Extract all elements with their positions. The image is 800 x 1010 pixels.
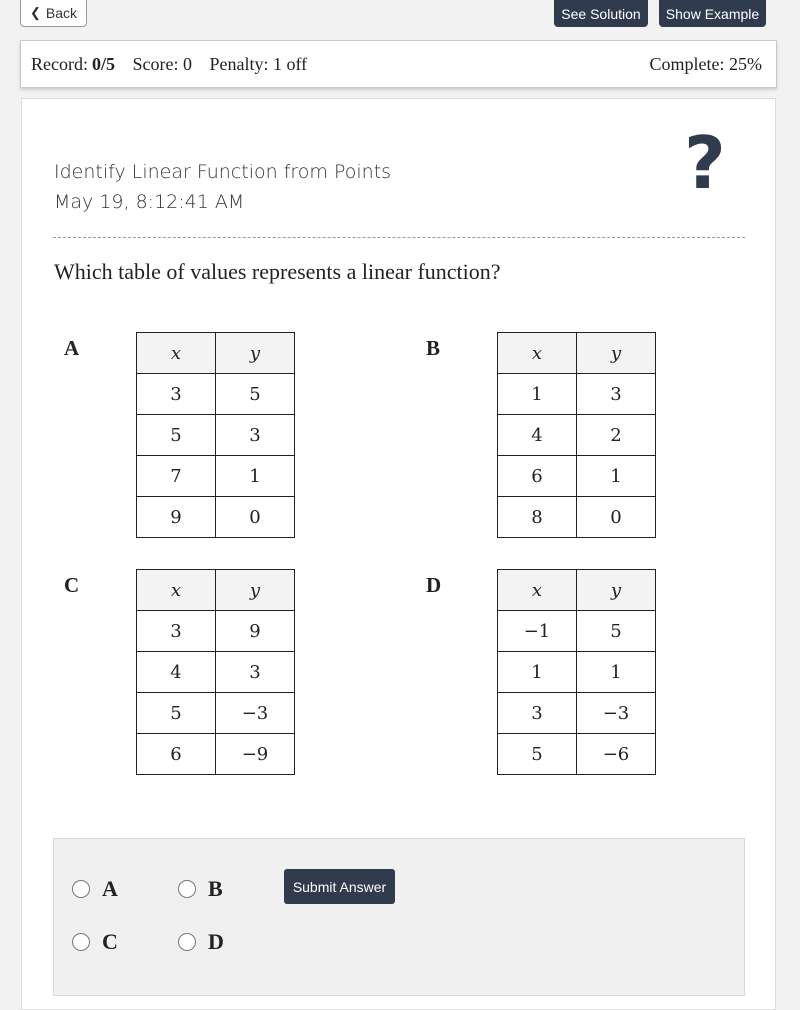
header-x: x	[137, 570, 216, 611]
back-button[interactable]	[20, 0, 87, 27]
cell-y: 0	[577, 497, 656, 538]
cell-y: 5	[577, 611, 656, 652]
cell-y: −3	[577, 693, 656, 734]
cell-y: −9	[216, 734, 295, 775]
choice-c[interactable]	[72, 929, 118, 955]
question-mark-icon[interactable]: ?	[684, 121, 726, 205]
choice-d-label: D	[208, 929, 224, 954]
option-letter-b: B	[426, 336, 441, 360]
header-x: x	[137, 333, 216, 374]
cell-y: −6	[577, 734, 656, 775]
record-value: 0/5	[91, 54, 115, 74]
back-label: Back	[45, 5, 78, 21]
score: Score: 0	[132, 54, 192, 74]
table-row	[137, 652, 295, 693]
option-letter-c: C	[64, 573, 80, 597]
table-row	[137, 611, 295, 652]
table-row	[137, 693, 295, 734]
values-table-b	[497, 332, 656, 538]
chevron-left-icon: ❮	[29, 5, 41, 20]
header-y: y	[577, 333, 656, 374]
table-row	[498, 497, 656, 538]
cell-y: 1	[216, 456, 295, 497]
choice-a-label: A	[102, 876, 118, 901]
radio-d[interactable]	[178, 933, 196, 951]
cell-y: 3	[216, 415, 295, 456]
option-letter-a: A	[64, 336, 80, 360]
cell-y: 5	[216, 374, 295, 415]
cell-x: 6	[137, 734, 216, 775]
header-y: y	[577, 570, 656, 611]
table-row	[498, 693, 656, 734]
cell-x: 6	[498, 456, 577, 497]
cell-x: 4	[498, 415, 577, 456]
cell-x: 1	[498, 374, 577, 415]
status-bar	[20, 40, 777, 88]
cell-x: 9	[137, 497, 216, 538]
choice-b[interactable]	[178, 876, 223, 902]
table-header	[137, 570, 295, 611]
cell-x: 3	[498, 693, 577, 734]
problem-timestamp: May 19, 8:12:41 AM	[54, 191, 245, 213]
problem-header	[54, 157, 391, 217]
cell-y: 2	[577, 415, 656, 456]
submit-answer-button[interactable]: Submit Answer	[284, 869, 395, 904]
values-table-a	[136, 332, 295, 538]
cell-x: 4	[137, 652, 216, 693]
cell-x: 1	[498, 652, 577, 693]
option-letter-d: D	[426, 573, 442, 597]
table-row	[137, 734, 295, 775]
cell-y: 3	[577, 374, 656, 415]
cell-x: 5	[137, 415, 216, 456]
answer-panel	[53, 838, 745, 996]
record	[31, 54, 115, 74]
header-y: y	[216, 570, 295, 611]
record-label: Record:	[31, 54, 88, 74]
radio-b[interactable]	[178, 880, 196, 898]
table-row	[137, 497, 295, 538]
cell-x: 8	[498, 497, 577, 538]
cell-x: 3	[137, 374, 216, 415]
cell-y: 0	[216, 497, 295, 538]
choice-b-label: B	[208, 876, 223, 901]
header-x: x	[498, 570, 577, 611]
question-text: Which table of values represents a linear function?	[54, 259, 501, 284]
cell-y: 3	[216, 652, 295, 693]
cell-x: 5	[498, 734, 577, 775]
header-y: y	[216, 333, 295, 374]
table-row	[137, 456, 295, 497]
cell-x: 3	[137, 611, 216, 652]
radio-a[interactable]	[72, 880, 90, 898]
see-solution-button[interactable]: See Solution	[554, 0, 648, 27]
show-example-button[interactable]: Show Example	[659, 0, 766, 27]
cell-x: −1	[498, 611, 577, 652]
radio-c[interactable]	[72, 933, 90, 951]
cell-y: 1	[577, 652, 656, 693]
divider	[53, 237, 745, 238]
table-row	[498, 652, 656, 693]
cell-y: 9	[216, 611, 295, 652]
table-row	[137, 374, 295, 415]
table-header	[137, 333, 295, 374]
cell-y: 1	[577, 456, 656, 497]
problem-title: Identify Linear Function from Points	[54, 161, 392, 183]
table-row	[498, 374, 656, 415]
values-table-d	[497, 569, 656, 775]
table-row	[498, 611, 656, 652]
status-left	[31, 54, 320, 75]
cell-x: 5	[137, 693, 216, 734]
table-row	[137, 415, 295, 456]
table-row	[498, 734, 656, 775]
choice-a[interactable]	[72, 876, 118, 902]
cell-y: −3	[216, 693, 295, 734]
choice-c-label: C	[102, 929, 118, 954]
header-x: x	[498, 333, 577, 374]
table-row	[498, 415, 656, 456]
values-table-c	[136, 569, 295, 775]
table-header	[498, 570, 656, 611]
penalty: Penalty: 1 off	[209, 54, 308, 74]
problem-card	[21, 98, 776, 1010]
table-header	[498, 333, 656, 374]
cell-x: 7	[137, 456, 216, 497]
choice-d[interactable]	[178, 929, 224, 955]
complete-percent: Complete: 25%	[649, 54, 762, 74]
table-row	[498, 456, 656, 497]
